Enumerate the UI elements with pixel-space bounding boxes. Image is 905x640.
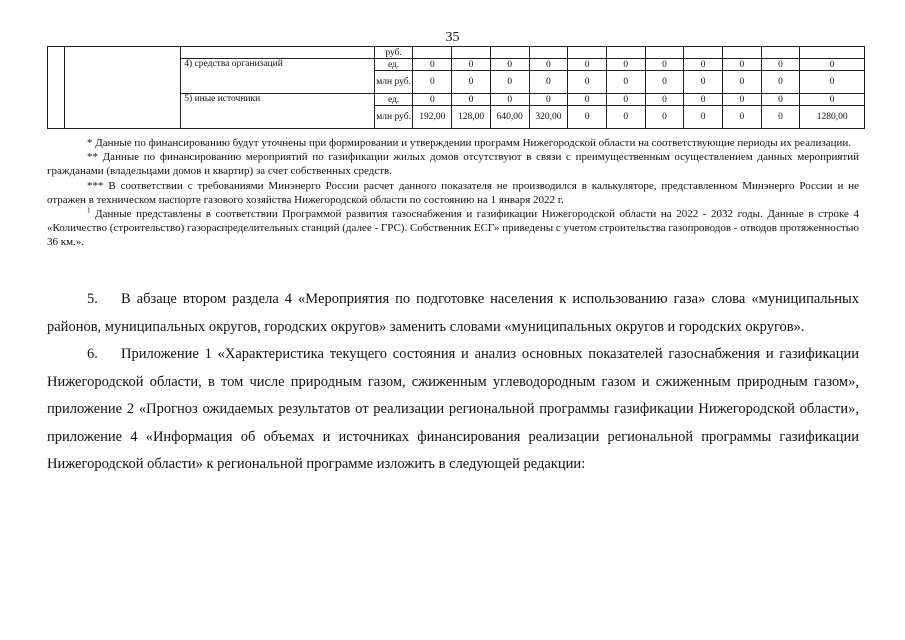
value-cell: 0 [645,94,684,106]
value-cell: 0 [490,59,529,71]
value-cell: 0 [606,71,645,94]
value-cell: 0 [684,106,723,129]
value-cell: 0 [529,71,568,94]
value-cell: 0 [452,94,491,106]
value-cell: 0 [413,59,452,71]
value-cell: 640,00 [490,106,529,129]
value-cell: 0 [722,106,761,129]
value-cell: 0 [568,59,607,71]
paragraph [47,286,859,341]
value-cell: 0 [413,71,452,94]
value-cell: 0 [490,94,529,106]
value-cell: 0 [684,59,723,71]
value-cell: 0 [606,106,645,129]
value-cell: 0 [606,94,645,106]
paragraph-text: В абзаце втором раздела 4 «Мероприятия по подготовке населения к использованию газа» слова «муниципальных районов, муниципальных округов, городских округов» заменить словами «муниципальных округов и городских округов». [47,291,859,335]
value-cell: 0 [684,94,723,106]
unit-cell: млн руб. [374,71,413,94]
table-cell [65,47,181,129]
footnote-1: * Данные по финансированию будут уточнены при формировании и утверждении программ Нижегородской области на соответствующие периоды их реализации. [87,137,852,149]
value-cell: 0 [800,94,865,106]
value-cell: 0 [684,71,723,94]
footnotes [47,136,859,250]
footnote-2: ** Данные по финансированию мероприятий по газификации жилых домов отсутствуют в связи с преимущественным осуществлением данных мероприятий гражданами (владельцами домов и квартир) за счет собственных средств. [47,151,859,178]
value-cell: 128,00 [452,106,491,129]
value-cell: 0 [529,94,568,106]
unit-cell: ед. [374,94,413,106]
value-cell: 0 [413,94,452,106]
page-number: 35 [445,30,460,45]
value-cell: 0 [606,59,645,71]
value-cell: 0 [645,71,684,94]
value-cell: 0 [800,71,865,94]
table-cell [181,47,375,59]
source-label: 5) иные источники [181,94,375,129]
value-cell: 0 [722,71,761,94]
value-cell: 0 [722,59,761,71]
value-cell: 0 [761,59,800,71]
value-cell: 0 [800,59,865,71]
unit-cell: руб. [374,47,413,59]
footnote-4-text: Данные представлены в соответствии Программой развития газоснабжения и газификации Нижегородской области на 2022 - 2032 годы. Данные в строке 4 «Количество (строительство) газораспределительных станций (далее - ГРС). Собственник ЕСГ» приведены с учетом строительства газопроводов - отводов протяженностью 36 км.». [47,208,859,249]
table-row [48,47,865,59]
value-cell: 0 [529,59,568,71]
value-cell: 0 [761,106,800,129]
value-cell: 0 [761,94,800,106]
value-cell: 0 [645,59,684,71]
financing-table [47,46,865,129]
source-label: 4) средства организаций [181,59,375,94]
footnote-4 [47,207,859,250]
paragraph [47,341,859,479]
value-cell: 0 [452,71,491,94]
value-cell: 192,00 [413,106,452,129]
paragraph-text: Приложение 1 «Характеристика текущего состояния и анализ основных показателей газоснабжения и газификации Нижегородской области, в том числе природным газом, сжиженным углеводородным газом и сжиженным природным газом», приложение 2 «Прогноз ожидаемых результатов от реализации региональной программы газификации Нижегородской области», приложение 4 «Информация об объемах и источниках финансирования реализации региональной программы газификации Нижегородской области» к региональной программе изложить в следующей редакции: [47,346,859,472]
value-cell: 0 [761,71,800,94]
value-cell: 0 [645,106,684,129]
footnote-3: *** В соответствии с требованиями Минэнерго России расчет данного показателя не производился в калькуляторе, представленном Минэнерго России и не отражен в техническом паспорте газового хозяйства Нижегородской области по состоянию на 1 января 2022 г. [47,179,859,206]
footnote-marker: 1 [87,206,91,215]
value-cell: 0 [722,94,761,106]
value-cell: 0 [568,71,607,94]
value-cell: 0 [568,94,607,106]
unit-cell: ед. [374,59,413,71]
unit-cell: млн руб. [374,106,413,129]
amendment-text [47,286,859,479]
value-cell: 0 [452,59,491,71]
paragraph-number: 6. [87,346,98,362]
value-cell: 0 [568,106,607,129]
value-cell: 0 [490,71,529,94]
paragraph-number: 5. [87,291,98,307]
value-cell: 1280,00 [800,106,865,129]
table-cell [48,47,65,129]
value-cell: 320,00 [529,106,568,129]
